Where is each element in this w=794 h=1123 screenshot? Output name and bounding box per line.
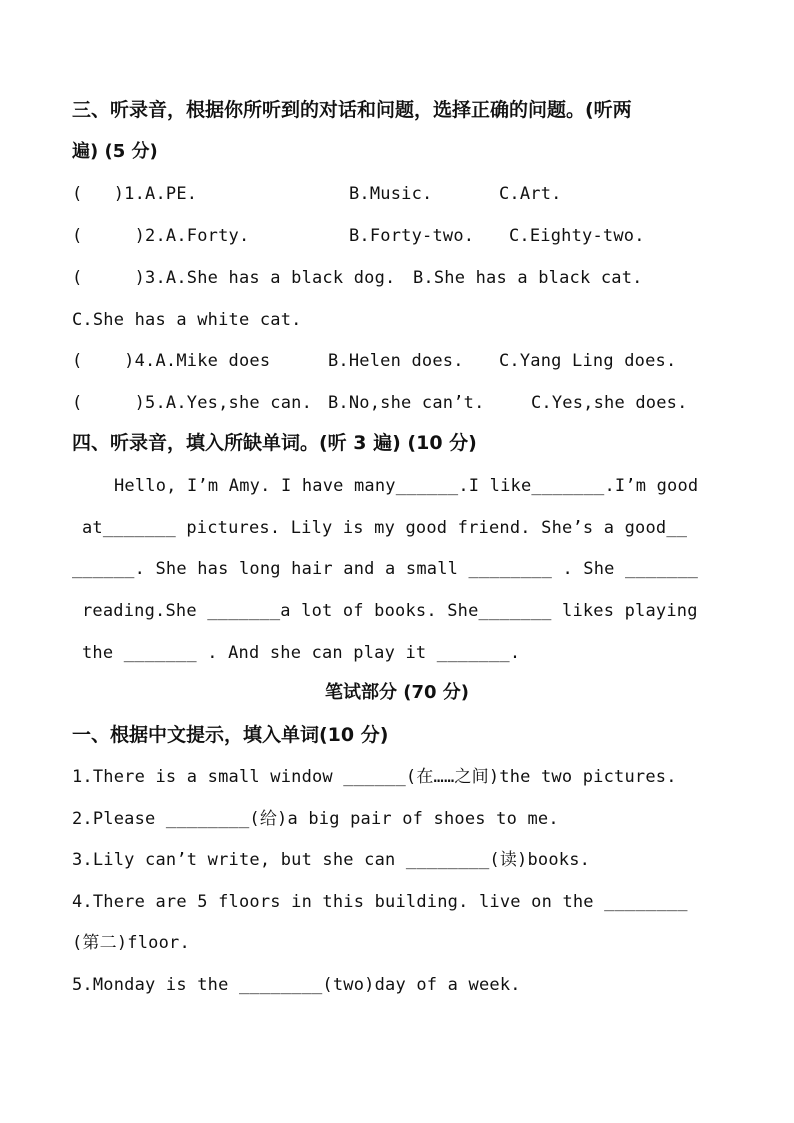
q2-option-a: ( )2.A.Forty. <box>72 226 250 246</box>
section3-heading-cont: 遍) (5 分) <box>72 141 158 162</box>
q5-option-b: B.No,she can’t. <box>328 393 485 413</box>
q2-option-b: B.Forty-two. <box>349 226 475 246</box>
q1-option-a: ( )1.A.PE. <box>72 184 198 204</box>
cloze-line-5: the _______ . And she can play it _______. <box>82 643 521 663</box>
section4-heading: 四、听录音，填入所缺单词。(听 3 遍) (10 分) <box>72 432 477 454</box>
fill-item-4: 4.There are 5 floors in this building. live on the ________ <box>72 892 688 912</box>
fill-item-5: 5.Monday is the ________(two)day of a week. <box>72 975 521 995</box>
cloze-line-1: Hello, I’m Amy. I have many______.I like_______.I’m good <box>114 476 699 496</box>
q1-option-c: C.Art. <box>499 184 562 204</box>
cloze-line-3: ______. She has long hair and a small ________ . She _______ <box>72 559 699 579</box>
fill-item-4-cont: (第二)floor. <box>72 933 190 953</box>
section3-heading: 三、听录音，根据你所听到的对话和问题，选择正确的问题。(听两 <box>72 99 632 121</box>
written-part-title: 笔试部分 (70 分) <box>324 682 470 703</box>
fill-item-1: 1.There is a small window ______(在……之间)the two pictures. <box>72 767 677 787</box>
q5-option-a: ( )5.A.Yes,she can. <box>72 393 313 413</box>
q4-option-c: C.Yang Ling does. <box>499 351 677 371</box>
q4-option-a: ( )4.A.Mike does <box>72 351 271 371</box>
fill-item-3: 3.Lily can’t write, but she can ________(读)books. <box>72 850 591 870</box>
cloze-line-4: reading.She _______a lot of books. She_______ likes playing <box>82 601 698 621</box>
q5-option-c: C.Yes,she does. <box>531 393 688 413</box>
cloze-line-2: at_______ pictures. Lily is my good friend. She’s a good__ <box>82 518 688 538</box>
fill-item-2: 2.Please ________(给)a big pair of shoes to me. <box>72 809 559 829</box>
q2-option-c: C.Eighty-two. <box>509 226 645 246</box>
q4-option-b: B.Helen does. <box>328 351 464 371</box>
q3-option-a: ( )3.A.She has a black dog. <box>72 268 396 288</box>
q3-option-c: C.She has a white cat. <box>72 310 302 330</box>
q1-option-b: B.Music. <box>349 184 433 204</box>
q3-option-b: B.She has a black cat. <box>413 268 643 288</box>
written-section1-heading: 一、根据中文提示，填入单词(10 分) <box>72 724 389 746</box>
